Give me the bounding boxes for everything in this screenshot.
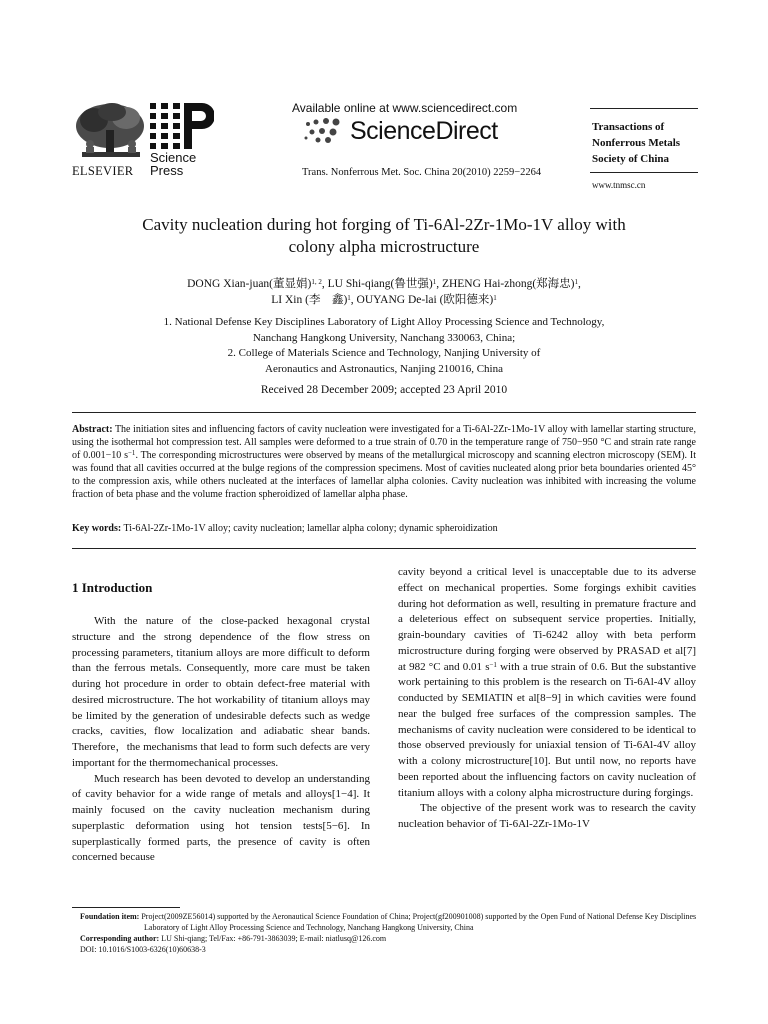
title-line-1: Cavity nucleation during hot forging of Ti-6Al-2Zr-1Mo-1V alloy with: [142, 215, 626, 234]
author-lu: , LU Shi-qiang(鲁世强): [321, 278, 433, 290]
abstract-top-rule: [72, 412, 696, 413]
author-zheng: , ZHENG Hai-zhong(郑海忠): [436, 278, 575, 290]
abstract: [72, 423, 696, 501]
abstract-text-a: The initiation sites and influencing factors of cavity nucleation were investigated for a Ti-6Al-2Zr-1Mo-1V alloy with lamellar starting structure, using the isothermal hot compression test. All samples were deformed to a true strain of 0.70 in the temperature range of 750−950 °C and strain rate range of 0.001−10 s: [72, 424, 696, 461]
press-line-2: Press: [150, 163, 184, 178]
received-dates: Received 28 December 2009; accepted 23 April 2010: [260, 384, 508, 396]
press-line-1: Science: [150, 150, 197, 165]
intro-paragraph-2-cont: [398, 565, 696, 801]
journal-reference: Trans. Nonferrous Met. Soc. China 20(2010) 2259−2264: [302, 167, 542, 178]
author-dong: DONG Xian-juan(董显娟): [187, 278, 312, 290]
keywords-label: Key words:: [72, 523, 122, 534]
right-column: [398, 565, 696, 833]
intro-p2-cont-a: cavity beyond a critical level is unacceptable due to its adverse effect on mechanical properties. Some forgings exhibit cavities during hot deformation as well, resulting in premature fracture and a deleterious effect on subsequent service properties. Initially, grain-boundary cavities of Ti-6242 alloy with beta perform microstructure during forging were observed by PRASAD et al[7] at 982 °C and 0.01 s: [398, 566, 696, 673]
author-li-affil: 1: [347, 294, 351, 302]
keywords-text: Ti-6Al-2Zr-1Mo-1V alloy; cavity nucleation; lamellar alpha colony; dynamic spheroidization: [121, 523, 498, 534]
author-li: LI Xin (李 鑫): [271, 294, 348, 306]
affiliation-line-1: 1. National Defense Key Disciplines Laboratory of Light Alloy Processing Science and Technology,: [163, 316, 605, 328]
corresponding-label: Corresponding author:: [80, 934, 160, 943]
abstract-label: Abstract:: [72, 424, 113, 435]
section-heading-introduction: 1 Introduction: [72, 580, 153, 595]
corresponding-text: LU Shi-qiang; Tel/Fax: +86-791-3863039; E-mail: niatlusq@126.com: [159, 934, 387, 943]
author-line-2: [60, 292, 708, 308]
affiliations: [60, 315, 708, 377]
left-column: [72, 614, 370, 866]
author-ouyang: , OUYANG De-lai (欧阳德来): [350, 294, 494, 306]
journal-box-top-rule: [590, 108, 698, 109]
sciencedirect-wordmark: ScienceDirect: [350, 117, 498, 145]
affiliation-line-4: Aeronautics and Astronautics, Nanjing 210016, China: [265, 362, 503, 375]
sciencedirect-dots-logo: [300, 116, 350, 146]
journal-name: [592, 119, 680, 167]
footnote: [80, 911, 700, 955]
intro-p2-cont-b: with a true strain of 0.6. But the substantive work pertaining to this problem is the research on Ti-6Al-4V alloy conducted by SEMIATIN et al[8−9] in which cavities were found near the bulged free surfaces of the compression samples. The mechanisms of cavity nucleation were considered to be identical to those observed previously for uniaxial tension of Ti-6Al-4V alloy with a colony microstructure[10]. But until now, no reports have been reported about the influencing factors on cavity nucleation of titanium alloys with a colony alpha microstructure during forgings.: [398, 660, 697, 799]
journal-box-bottom-rule: [590, 172, 698, 173]
paper-title: [80, 214, 688, 258]
journal-name-line-3: Society of China: [592, 153, 669, 165]
author-list: [60, 276, 708, 308]
intro-paragraph-2: Much research has been devoted to develop an understanding of cavity behavior for a wide range of metals and alloys[1−4]. It mainly focused on the cavity nucleation mechanism during superplastic deformation using hot tension tests[5−6]. In superplastically formed parts, the presence of cavity is often concerned because: [72, 772, 370, 864]
intro-unit-sup: −1: [489, 660, 497, 669]
title-line-2: colony alpha microstructure: [288, 237, 480, 256]
abstract-unit-sup: −1: [127, 449, 136, 457]
abstract-text-b: . The corresponding microstructures were observed by means of the metallurgical microscopy and scanning electron microscopy (SEM). It was found that all cavities occurred at the bulge regions of the compression specimens. Most of cavities nucleated along prior beta boundaries oriented 45° to the compression axis, while others nucleated at the interfaces of lamellar alpha colonies. Cavity nucleation was inhibited with increasing the volume fraction of beta phase and the volume fraction spheroidized of lamellar alpha phase.: [72, 450, 696, 500]
author-line-1: [60, 276, 708, 292]
keywords: [72, 522, 696, 535]
available-online-line: Available online at www.sciencedirect.com: [292, 101, 518, 115]
author-ouyang-affil: 1: [493, 294, 497, 302]
footnote-corresponding: [80, 933, 700, 944]
foundation-label: Foundation item:: [80, 912, 140, 921]
intro-paragraph-1: With the nature of the close-packed hexagonal crystal structure and the strong dependence of the flow stress on processing parameters, titanium alloys are more difficult to deform than the ferrous metals. Consequently, more care must be taken during hot procedure in order to obtain defect-free material with desired microstructure. The hot workability of titanium alloys may be limited by the generation of undesirable defects such as wedge cracks, cavities, flow localization and adiabatic shear bands. Therefore，the mechanisms that lead to form such defects are very important for the thermomechanical processes.: [72, 615, 370, 769]
abstract-bottom-rule: [72, 548, 696, 549]
footnote-foundation: [80, 911, 700, 933]
journal-name-line-1: Transactions of: [592, 121, 665, 133]
author-zheng-affil: 1: [574, 278, 578, 286]
science-press-logo: [150, 103, 214, 153]
affiliation-line-2: Nanchang Hangkong University, Nanchang 330063, China;: [252, 331, 516, 344]
affiliation-line-3: 2. College of Materials Science and Technology, Nanjing University of: [227, 347, 541, 359]
science-press-wordmark: [150, 151, 196, 177]
elsevier-wordmark: ELSEVIER: [72, 164, 134, 178]
intro-paragraph-3: The objective of the present work was to research the cavity nucleation behavior of Ti-6Al-2Zr-1Mo-1V: [398, 802, 696, 830]
journal-name-line-2: Nonferrous Metals: [592, 137, 681, 149]
journal-url: www.tnmsc.cn: [592, 180, 646, 190]
footnote-rule: [72, 907, 180, 908]
author-line-1-end: ,: [578, 278, 581, 290]
author-dong-affil: 1, 2: [311, 278, 322, 286]
foundation-text: Project(2009ZE56014) supported by the Aeronautical Science Foundation of China; Project(gf200901008) supported by the Open Fund of National Defense Key Disciplines Laboratory of Light Alloy Processing Science and Technology, Nanchang Hangkong University, China: [139, 912, 697, 932]
author-lu-affil: 1: [432, 278, 437, 286]
footnote-doi: DOI: 10.1016/S1003-6326(10)60638-3: [80, 945, 206, 954]
